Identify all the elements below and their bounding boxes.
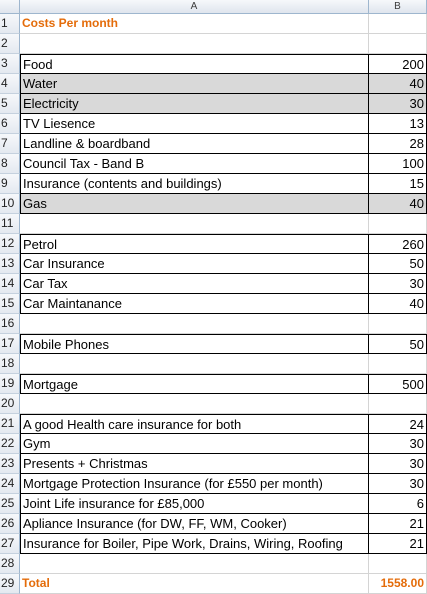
row-header[interactable]: 8 [0, 154, 20, 174]
cell-label[interactable] [20, 354, 369, 374]
cell-label[interactable]: Electricity [20, 94, 369, 114]
cell-label[interactable]: Presents + Christmas [20, 454, 369, 474]
cell-value[interactable]: 100 [369, 154, 427, 174]
row-header[interactable]: 29 [0, 574, 20, 594]
cell-value[interactable]: 24 [369, 414, 427, 434]
cell-label[interactable] [20, 394, 369, 414]
sheet-row [0, 554, 427, 574]
sheet-rows [0, 14, 427, 594]
cell-value[interactable] [369, 354, 427, 374]
cell-label[interactable]: Petrol [20, 234, 369, 254]
row-header[interactable]: 1 [0, 14, 20, 34]
row-header[interactable]: 22 [0, 434, 20, 454]
cell-label[interactable]: Water [20, 74, 369, 94]
cell-label[interactable]: Joint Life insurance for £85,000 [20, 494, 369, 514]
cell-label[interactable]: Insurance for Boiler, Pipe Work, Drains, Wiring, Roofing [20, 534, 369, 554]
cell-label[interactable] [20, 214, 369, 234]
row-header[interactable]: 23 [0, 454, 20, 474]
cell-label[interactable] [20, 554, 369, 574]
row-header[interactable]: 15 [0, 294, 20, 314]
sheet-row [0, 234, 427, 254]
sheet-row [0, 274, 427, 294]
sheet-row [0, 74, 427, 94]
row-header[interactable]: 28 [0, 554, 20, 574]
row-header[interactable]: 16 [0, 314, 20, 334]
row-header[interactable]: 6 [0, 114, 20, 134]
row-header[interactable]: 10 [0, 194, 20, 214]
cell-label[interactable]: Gas [20, 194, 369, 214]
row-header[interactable]: 9 [0, 174, 20, 194]
select-all-corner[interactable] [0, 0, 20, 14]
cell-value[interactable]: 30 [369, 454, 427, 474]
cell-value[interactable]: 30 [369, 94, 427, 114]
sheet-row [0, 574, 427, 594]
cell-value[interactable] [369, 14, 427, 34]
row-header[interactable]: 18 [0, 354, 20, 374]
sheet-row [0, 494, 427, 514]
cell-label[interactable]: Insurance (contents and buildings) [20, 174, 369, 194]
row-header[interactable]: 26 [0, 514, 20, 534]
cell-value[interactable]: 40 [369, 194, 427, 214]
sheet-row [0, 434, 427, 454]
row-header[interactable]: 7 [0, 134, 20, 154]
row-header[interactable]: 4 [0, 74, 20, 94]
sheet-row [0, 174, 427, 194]
sheet-row [0, 474, 427, 494]
row-header[interactable]: 24 [0, 474, 20, 494]
column-header-b[interactable]: B [369, 0, 427, 14]
cell-value[interactable] [369, 554, 427, 574]
cell-value[interactable]: 260 [369, 234, 427, 254]
sheet-row [0, 134, 427, 154]
cell-value[interactable]: 40 [369, 294, 427, 314]
sheet-row [0, 214, 427, 234]
cell-label[interactable]: Landline & boardband [20, 134, 369, 154]
row-header[interactable]: 17 [0, 334, 20, 354]
cell-label[interactable] [20, 34, 369, 54]
cell-value[interactable]: 15 [369, 174, 427, 194]
sheet-row [0, 254, 427, 274]
cell-label[interactable]: A good Health care insurance for both [20, 414, 369, 434]
cell-label[interactable]: Total [20, 574, 369, 594]
cell-value[interactable] [369, 394, 427, 414]
cell-label[interactable]: Car Insurance [20, 254, 369, 274]
sheet-row [0, 194, 427, 214]
sheet-row [0, 374, 427, 394]
cell-label[interactable]: Car Maintanance [20, 294, 369, 314]
row-header[interactable]: 25 [0, 494, 20, 514]
sheet-row [0, 34, 427, 54]
sheet-row [0, 334, 427, 354]
row-header[interactable]: 27 [0, 534, 20, 554]
cell-label[interactable]: Council Tax - Band B [20, 154, 369, 174]
sheet-row [0, 414, 427, 434]
row-header[interactable]: 13 [0, 254, 20, 274]
cell-value[interactable]: 28 [369, 134, 427, 154]
cell-value[interactable]: 500 [369, 374, 427, 394]
cell-value[interactable]: 30 [369, 474, 427, 494]
sheet-row [0, 534, 427, 554]
cell-label[interactable] [20, 314, 369, 334]
row-header[interactable]: 14 [0, 274, 20, 294]
cell-label[interactable]: Apliance Insurance (for DW, FF, WM, Cooker) [20, 514, 369, 534]
sheet-row [0, 394, 427, 414]
sheet-row [0, 54, 427, 74]
cell-label[interactable]: Mobile Phones [20, 334, 369, 354]
cell-value[interactable] [369, 214, 427, 234]
cell-value[interactable] [369, 34, 427, 54]
sheet-row [0, 154, 427, 174]
sheet-row [0, 454, 427, 474]
row-header[interactable]: 2 [0, 34, 20, 54]
cell-value[interactable]: 50 [369, 254, 427, 274]
row-header[interactable]: 3 [0, 54, 20, 74]
cell-label[interactable]: Gym [20, 434, 369, 454]
sheet-row [0, 14, 427, 34]
cell-value[interactable] [369, 314, 427, 334]
cell-value[interactable]: 1558.00 [369, 574, 427, 594]
cell-value[interactable]: 30 [369, 274, 427, 294]
cell-label[interactable]: Food [20, 54, 369, 74]
cell-value[interactable]: 40 [369, 74, 427, 94]
cell-label[interactable]: Mortgage Protection Insurance (for £550 per month) [20, 474, 369, 494]
row-header[interactable]: 5 [0, 94, 20, 114]
sheet-row [0, 114, 427, 134]
row-header[interactable]: 12 [0, 234, 20, 254]
cell-value[interactable]: 200 [369, 54, 427, 74]
row-header[interactable]: 19 [0, 374, 20, 394]
sheet-row [0, 354, 427, 374]
row-header[interactable]: 11 [0, 214, 20, 234]
cell-value[interactable]: 50 [369, 334, 427, 354]
cell-value[interactable]: 30 [369, 434, 427, 454]
cell-label[interactable]: Mortgage [20, 374, 369, 394]
cell-value[interactable]: 6 [369, 494, 427, 514]
cell-value[interactable]: 13 [369, 114, 427, 134]
cell-label[interactable]: Costs Per month [20, 14, 369, 34]
cell-value[interactable]: 21 [369, 534, 427, 554]
sheet-row [0, 94, 427, 114]
sheet-row [0, 294, 427, 314]
sheet-row [0, 514, 427, 534]
row-header[interactable]: 20 [0, 394, 20, 414]
column-header-a[interactable]: A [20, 0, 369, 14]
cell-value[interactable]: 21 [369, 514, 427, 534]
sheet-row [0, 314, 427, 334]
row-header[interactable]: 21 [0, 414, 20, 434]
cell-label[interactable]: TV Liesence [20, 114, 369, 134]
cell-label[interactable]: Car Tax [20, 274, 369, 294]
